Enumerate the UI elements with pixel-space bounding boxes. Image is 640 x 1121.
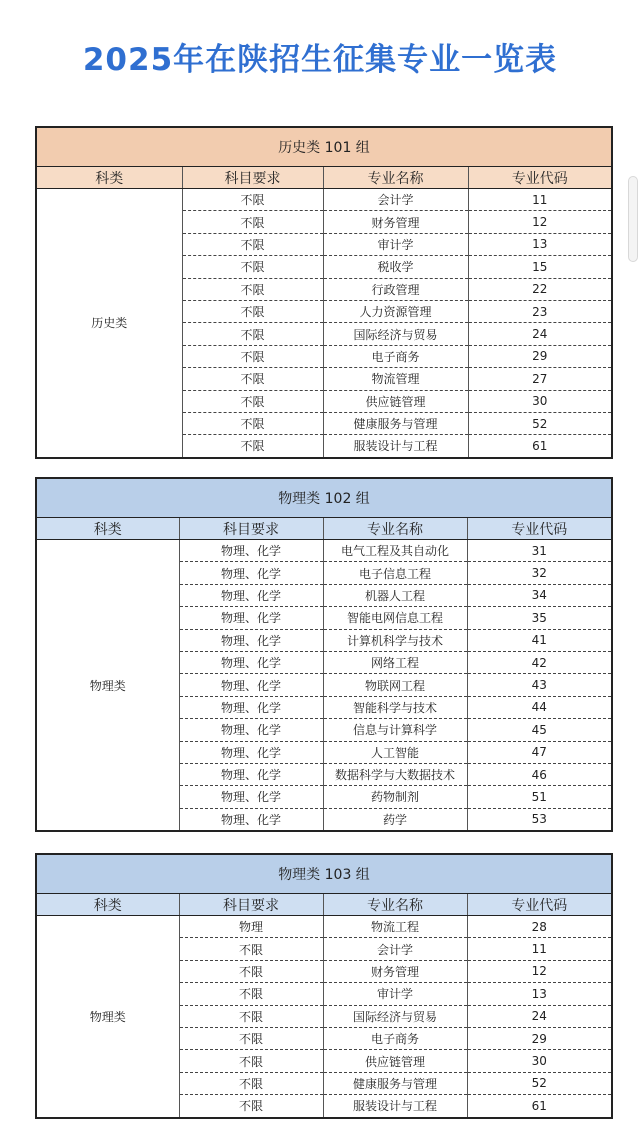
group-table-101 xyxy=(35,126,613,459)
major-code-cell: 61 xyxy=(468,435,612,458)
subject-req-cell: 物理、化学 xyxy=(179,741,323,763)
header-category: 科类 xyxy=(36,894,179,916)
major-code-cell: 32 xyxy=(467,562,612,584)
group-title: 物理类 102 组 xyxy=(36,478,612,518)
subject-req-cell: 不限 xyxy=(182,345,323,367)
major-code-cell: 52 xyxy=(468,412,612,434)
major-name-cell: 审计学 xyxy=(323,233,468,255)
group-table-102 xyxy=(35,477,613,832)
major-code-cell: 24 xyxy=(468,323,612,345)
major-name-cell: 会计学 xyxy=(323,938,467,960)
subject-req-cell: 不限 xyxy=(179,1027,323,1049)
major-name-cell: 网络工程 xyxy=(323,651,467,673)
subject-req-cell: 不限 xyxy=(182,233,323,255)
major-name-cell: 电子商务 xyxy=(323,1027,467,1049)
major-code-cell: 15 xyxy=(468,256,612,278)
subject-req-cell: 物理、化学 xyxy=(179,674,323,696)
major-name-cell: 供应链管理 xyxy=(323,1050,467,1072)
major-name-cell: 国际经济与贸易 xyxy=(323,323,468,345)
group-table-103 xyxy=(35,853,613,1119)
subject-req-cell: 不限 xyxy=(182,435,323,458)
subject-req-cell: 物理、化学 xyxy=(179,696,323,718)
major-code-cell: 23 xyxy=(468,300,612,322)
major-name-cell: 税收学 xyxy=(323,256,468,278)
header-major-name: 专业名称 xyxy=(323,518,467,540)
category-cell: 物理类 xyxy=(36,916,179,1118)
major-code-cell: 13 xyxy=(467,983,612,1005)
subject-req-cell: 不限 xyxy=(182,412,323,434)
category-cell: 历史类 xyxy=(36,189,182,458)
major-name-cell: 财务管理 xyxy=(323,960,467,982)
subject-req-cell: 不限 xyxy=(182,211,323,233)
column-header-row xyxy=(36,167,612,189)
major-name-cell: 人工智能 xyxy=(323,741,467,763)
major-name-cell: 机器人工程 xyxy=(323,584,467,606)
header-subject-req: 科目要求 xyxy=(179,894,323,916)
subject-req-cell: 不限 xyxy=(182,323,323,345)
major-name-cell: 智能电网信息工程 xyxy=(323,607,467,629)
major-code-cell: 43 xyxy=(467,674,612,696)
subject-req-cell: 不限 xyxy=(182,300,323,322)
major-code-cell: 12 xyxy=(467,960,612,982)
subject-req-cell: 物理 xyxy=(179,916,323,938)
major-name-cell: 会计学 xyxy=(323,189,468,211)
subject-req-cell: 物理、化学 xyxy=(179,808,323,831)
major-name-cell: 智能科学与技术 xyxy=(323,696,467,718)
major-code-cell: 44 xyxy=(467,696,612,718)
major-name-cell: 电气工程及其自动化 xyxy=(323,540,467,562)
subject-req-cell: 不限 xyxy=(182,278,323,300)
subject-req-cell: 物理、化学 xyxy=(179,562,323,584)
major-code-cell: 11 xyxy=(467,938,612,960)
subject-req-cell: 不限 xyxy=(179,1072,323,1094)
major-code-cell: 52 xyxy=(467,1072,612,1094)
major-name-cell: 财务管理 xyxy=(323,211,468,233)
major-code-cell: 61 xyxy=(467,1095,612,1118)
subject-req-cell: 不限 xyxy=(179,938,323,960)
major-name-cell: 服装设计与工程 xyxy=(323,435,468,458)
major-name-cell: 药物制剂 xyxy=(323,786,467,808)
major-name-cell: 电子信息工程 xyxy=(323,562,467,584)
subject-req-cell: 不限 xyxy=(179,1050,323,1072)
header-major-code: 专业代码 xyxy=(467,894,612,916)
major-code-cell: 28 xyxy=(467,916,612,938)
major-code-cell: 35 xyxy=(467,607,612,629)
major-name-cell: 计算机科学与技术 xyxy=(323,629,467,651)
major-code-cell: 47 xyxy=(467,741,612,763)
major-code-cell: 42 xyxy=(467,651,612,673)
header-category: 科类 xyxy=(36,167,182,189)
major-name-cell: 国际经济与贸易 xyxy=(323,1005,467,1027)
major-name-cell: 行政管理 xyxy=(323,278,468,300)
major-name-cell: 物流工程 xyxy=(323,916,467,938)
major-name-cell: 审计学 xyxy=(323,983,467,1005)
header-major-name: 专业名称 xyxy=(323,167,468,189)
header-major-code: 专业代码 xyxy=(468,167,612,189)
table-row xyxy=(36,189,612,211)
major-code-cell: 30 xyxy=(468,390,612,412)
major-code-cell: 24 xyxy=(467,1005,612,1027)
page-title: 2025年在陕招生征集专业一览表 xyxy=(82,42,558,78)
major-name-cell: 药学 xyxy=(323,808,467,831)
subject-req-cell: 不限 xyxy=(182,368,323,390)
subject-req-cell: 不限 xyxy=(179,960,323,982)
subject-req-cell: 物理、化学 xyxy=(179,719,323,741)
header-major-name: 专业名称 xyxy=(323,894,467,916)
header-major-code: 专业代码 xyxy=(467,518,612,540)
major-name-cell: 电子商务 xyxy=(323,345,468,367)
major-name-cell: 信息与计算科学 xyxy=(323,719,467,741)
major-code-cell: 27 xyxy=(468,368,612,390)
header-category: 科类 xyxy=(36,518,179,540)
major-code-cell: 46 xyxy=(467,763,612,785)
major-code-cell: 22 xyxy=(468,278,612,300)
subject-req-cell: 物理、化学 xyxy=(179,607,323,629)
major-name-cell: 人力资源管理 xyxy=(323,300,468,322)
subject-req-cell: 不限 xyxy=(179,983,323,1005)
group-title: 物理类 103 组 xyxy=(36,854,612,894)
major-code-cell: 12 xyxy=(468,211,612,233)
column-header-row xyxy=(36,518,612,540)
major-name-cell: 物流管理 xyxy=(323,368,468,390)
major-code-cell: 51 xyxy=(467,786,612,808)
major-code-cell: 31 xyxy=(467,540,612,562)
subject-req-cell: 物理、化学 xyxy=(179,763,323,785)
subject-req-cell: 物理、化学 xyxy=(179,651,323,673)
major-name-cell: 数据科学与大数据技术 xyxy=(323,763,467,785)
major-code-cell: 41 xyxy=(467,629,612,651)
major-code-cell: 45 xyxy=(467,719,612,741)
major-name-cell: 服装设计与工程 xyxy=(323,1095,467,1118)
major-code-cell: 30 xyxy=(467,1050,612,1072)
subject-req-cell: 不限 xyxy=(182,256,323,278)
subject-req-cell: 物理、化学 xyxy=(179,629,323,651)
major-name-cell: 健康服务与管理 xyxy=(323,412,468,434)
header-subject-req: 科目要求 xyxy=(182,167,323,189)
major-name-cell: 健康服务与管理 xyxy=(323,1072,467,1094)
subject-req-cell: 物理、化学 xyxy=(179,540,323,562)
category-cell: 物理类 xyxy=(36,540,179,832)
group-title: 历史类 101 组 xyxy=(36,127,612,167)
subject-req-cell: 不限 xyxy=(179,1095,323,1118)
major-name-cell: 物联网工程 xyxy=(323,674,467,696)
subject-req-cell: 不限 xyxy=(182,189,323,211)
scrollbar-handle[interactable] xyxy=(628,176,638,262)
major-code-cell: 29 xyxy=(468,345,612,367)
subject-req-cell: 不限 xyxy=(179,1005,323,1027)
header-subject-req: 科目要求 xyxy=(179,518,323,540)
major-name-cell: 供应链管理 xyxy=(323,390,468,412)
major-code-cell: 11 xyxy=(468,189,612,211)
subject-req-cell: 物理、化学 xyxy=(179,786,323,808)
major-code-cell: 34 xyxy=(467,584,612,606)
subject-req-cell: 物理、化学 xyxy=(179,584,323,606)
major-code-cell: 53 xyxy=(467,808,612,831)
subject-req-cell: 不限 xyxy=(182,390,323,412)
major-code-cell: 29 xyxy=(467,1027,612,1049)
column-header-row xyxy=(36,894,612,916)
table-row xyxy=(36,540,612,562)
table-row xyxy=(36,916,612,938)
major-code-cell: 13 xyxy=(468,233,612,255)
